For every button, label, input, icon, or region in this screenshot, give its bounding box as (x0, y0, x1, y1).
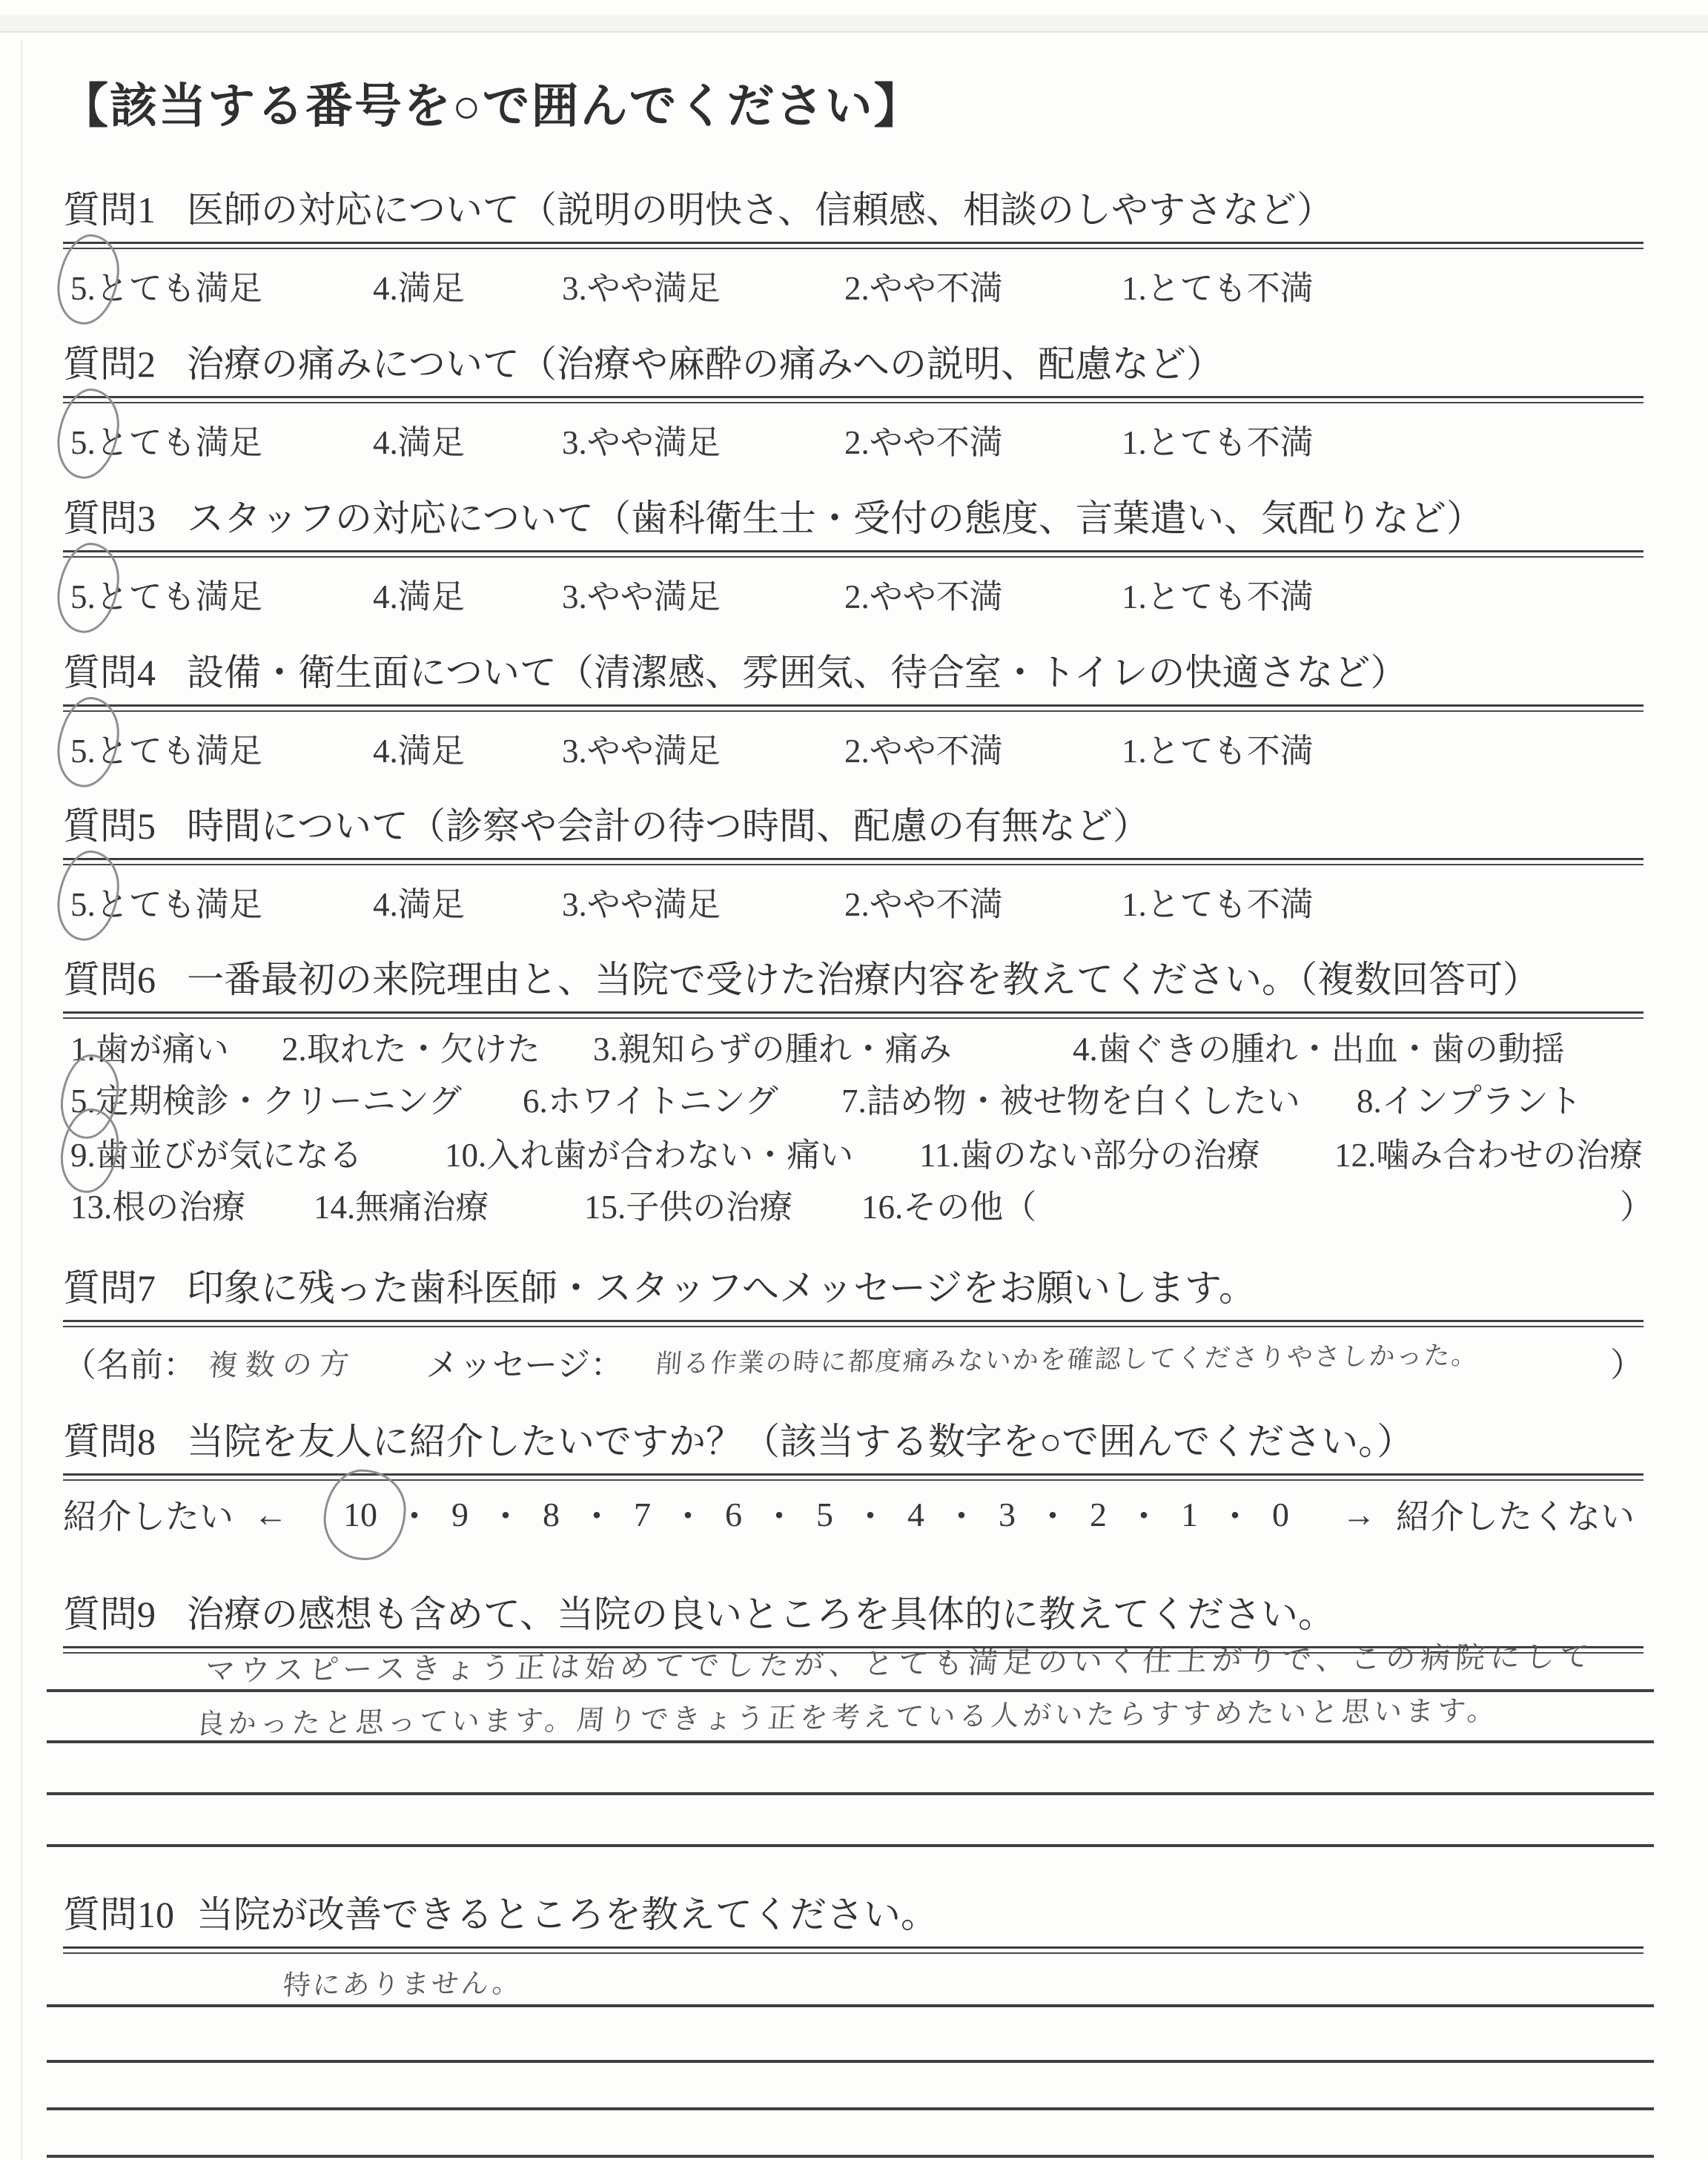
question-6-heading (63, 957, 1644, 1003)
answer-rule-line (47, 1844, 1654, 1847)
scale-number-10: 10 (343, 1495, 377, 1534)
q6-option-5: 5.定期検診・クリーニング (70, 1074, 462, 1122)
q6-option-10: 10.入れ歯が合わない・痛い (445, 1137, 854, 1174)
option-4-satisfied: 4.満足 (373, 886, 465, 923)
question-6-number: 質問6 (63, 959, 156, 1000)
question-5 (63, 803, 1644, 923)
option-5-very-satisfied: 5.とても満足 (70, 886, 262, 923)
question-3-heading (63, 495, 1644, 541)
question-7-answer-row (63, 1338, 1644, 1386)
scale-dot: ・ (489, 1498, 523, 1536)
heading-underline (63, 858, 1644, 865)
option-4-satisfied: 4.満足 (373, 733, 465, 770)
q10-handwritten-answer: 特にありません。 (282, 1968, 523, 2001)
q6-option-13: 13.根の治療 (70, 1189, 246, 1226)
question-4-number: 質問4 (63, 652, 156, 693)
scale-number-4: 4 (907, 1495, 924, 1533)
option-2-somewhat-dissatisfied: 2.やや不満 (844, 270, 1003, 307)
q6-option-9: 9.歯並びが気になる (70, 1128, 363, 1176)
question-5-number: 質問5 (63, 805, 156, 847)
scale-number-0: 0 (1272, 1495, 1289, 1533)
q6-option-14: 14.無痛治療 (314, 1189, 489, 1226)
q6-option-6: 6.ホワイトニング (523, 1083, 778, 1120)
heading-underline (63, 396, 1644, 403)
question-10 (63, 1892, 1644, 2160)
scale-dot: ・ (671, 1498, 705, 1536)
question-2 (63, 341, 1644, 461)
question-4-heading (63, 650, 1644, 696)
q6-option-12: 12.噛み合わせの治療 (1334, 1137, 1644, 1174)
option-1-very-dissatisfied: 1.とても不満 (1122, 424, 1314, 461)
question-9-number: 質問9 (63, 1593, 156, 1635)
question-8-scale-row (63, 1490, 1644, 1539)
heading-underline (63, 550, 1644, 558)
answer-rule-line (47, 2107, 1654, 2110)
option-2-somewhat-dissatisfied: 2.やや不満 (844, 886, 1003, 923)
scale-dot: ・ (580, 1498, 614, 1536)
option-3-somewhat-satisfied: 3.やや満足 (562, 886, 721, 923)
question-3-title: スタッフの対応について（歯科衛生士・受付の態度、言葉遣い、気配りなど） (187, 498, 1483, 539)
scale-dot: ・ (1036, 1498, 1070, 1536)
q7-message-label: メッセージ： (426, 1347, 624, 1384)
q6-option-15: 15.子供の治療 (584, 1189, 793, 1226)
scale-dot: ・ (762, 1498, 796, 1536)
question-9-title: 治療の感想も含めて、当院の良いところを具体的に教えてください。 (187, 1593, 1335, 1635)
answer-rule-line (47, 1689, 1654, 1692)
question-3-number: 質問3 (63, 498, 156, 539)
scale-number-9: 9 (451, 1495, 469, 1533)
question-9 (63, 1591, 1644, 1858)
option-1-very-dissatisfied: 1.とても不満 (1122, 578, 1314, 615)
question-10-title: 当院が改善できるところを教えてください。 (196, 1894, 938, 1935)
question-10-heading (63, 1892, 1644, 1938)
question-7-heading (63, 1265, 1644, 1311)
question-6-options-row-4 (63, 1180, 1654, 1226)
question-4-options-row (63, 719, 1644, 770)
option-2-somewhat-dissatisfied: 2.やや不満 (844, 733, 1003, 770)
question-10-number: 質問10 (63, 1894, 174, 1935)
answer-rule-line (47, 2060, 1654, 2063)
question-8-heading (63, 1418, 1644, 1464)
question-3 (63, 495, 1644, 615)
q6-option-11: 11.歯のない部分の治療 (919, 1137, 1260, 1174)
scale-dot: ・ (1218, 1498, 1252, 1536)
question-6-options-row-2 (63, 1074, 1644, 1120)
scale-dot: ・ (397, 1498, 431, 1536)
option-5-very-satisfied: 5.とても満足 (70, 270, 262, 307)
option-5-very-satisfied: 5.とても満足 (70, 578, 262, 615)
option-2-somewhat-dissatisfied: 2.やや不満 (844, 578, 1003, 615)
option-4-satisfied: 4.満足 (373, 424, 465, 461)
q7-close-paren: ） (1609, 1347, 1644, 1384)
heading-underline (63, 242, 1644, 249)
question-1-title: 医師の対応について（説明の明快さ、信頼感、相談のしやすさなど） (187, 189, 1334, 231)
option-3-somewhat-satisfied: 3.やや満足 (562, 733, 721, 770)
question-2-options-row (63, 411, 1644, 461)
handdrawn-circle-q8-10 (321, 1467, 408, 1562)
option-3-somewhat-satisfied: 3.やや満足 (562, 270, 721, 307)
question-3-options-row (63, 565, 1644, 615)
heading-underline (63, 1946, 1644, 1954)
question-7-number: 質問7 (63, 1267, 156, 1309)
q9-handwritten-line-2: 良かったと思っています。周りできょう正を考えている人がいたらすすめたいと思います。 (195, 1695, 1500, 1740)
scale-number-2: 2 (1090, 1495, 1107, 1533)
answer-rule-line (47, 1740, 1654, 1743)
q7-message-handwritten-value: 削る作業の時に都度痛みないかを確認してくださりやさしかった。 (655, 1341, 1480, 1378)
question-4 (63, 650, 1644, 770)
heading-underline (63, 704, 1644, 712)
q6-option-8: 8.インプラント (1357, 1083, 1582, 1120)
question-8 (63, 1418, 1644, 1539)
option-3-somewhat-satisfied: 3.やや満足 (562, 424, 721, 461)
question-4-title: 設備・衛生面について（清潔感、雰囲気、待合室・トイレの快適さなど） (187, 652, 1408, 693)
question-8-number: 質問8 (63, 1421, 156, 1462)
answer-rule-line (47, 2155, 1654, 2158)
q6-other-close-paren: ） (1620, 1189, 1654, 1226)
scale-number-6: 6 (725, 1495, 742, 1533)
question-1 (63, 187, 1644, 307)
q6-option-2: 2.取れた・欠けた (282, 1031, 540, 1068)
option-2-somewhat-dissatisfied: 2.やや不満 (844, 424, 1003, 461)
heading-underline (63, 1473, 1644, 1481)
q6-option-3: 3.親知らずの腫れ・痛み (593, 1031, 952, 1068)
q6-option-1: 1.歯が痛い (70, 1031, 229, 1068)
option-4-satisfied: 4.満足 (373, 270, 465, 307)
scale-dot: ・ (853, 1498, 887, 1536)
question-6-options-row-1 (63, 1022, 1644, 1068)
option-1-very-dissatisfied: 1.とても不満 (1122, 733, 1314, 770)
answer-rule-line (47, 2004, 1654, 2007)
left-arrow-icon: ← (254, 1495, 288, 1533)
q9-handwritten-line-1: マウスピースきょう正は始めてでしたが、とても満足のいく仕上がりで、この病院にして (204, 1639, 1597, 1688)
right-arrow-icon: → (1342, 1495, 1376, 1533)
q7-name-label: （名前： (63, 1347, 197, 1384)
question-6-options-row-3 (63, 1128, 1644, 1174)
q8-left-label: 紹介したい (63, 1498, 234, 1536)
question-5-options-row (63, 873, 1644, 923)
q6-option-16-other: 16.その他（ (861, 1189, 1037, 1226)
scale-dot: ・ (1127, 1498, 1161, 1536)
scale-number-1: 1 (1181, 1495, 1198, 1533)
question-6-title: 一番最初の来院理由と、当院で受けた治療内容を教えてください。（複数回答可） (187, 959, 1540, 1000)
question-1-heading (63, 187, 1644, 233)
question-9-heading (63, 1591, 1644, 1637)
option-3-somewhat-satisfied: 3.やや満足 (562, 578, 721, 615)
question-1-number: 質問1 (63, 189, 156, 231)
answer-rule-line (47, 1792, 1654, 1795)
scale-number-5: 5 (816, 1495, 833, 1533)
question-1-options-row (63, 257, 1644, 307)
scale-number-8: 8 (543, 1495, 560, 1533)
heading-underline (63, 1320, 1644, 1327)
option-1-very-dissatisfied: 1.とても不満 (1122, 886, 1314, 923)
question-6 (63, 957, 1654, 1238)
scale-number-3: 3 (999, 1495, 1016, 1533)
option-1-very-dissatisfied: 1.とても不満 (1122, 270, 1314, 307)
page-title: 【該当する番号を○で囲んでください】 (61, 80, 923, 133)
option-5-very-satisfied: 5.とても満足 (70, 733, 262, 770)
heading-underline (63, 1011, 1644, 1019)
q7-name-handwritten-value: 複数の方 (207, 1347, 358, 1382)
q8-right-label: 紹介したくない (1396, 1498, 1635, 1536)
scale-number-7: 7 (634, 1495, 651, 1533)
question-2-number: 質問2 (63, 343, 156, 385)
scale-dot: ・ (944, 1498, 979, 1536)
question-2-title: 治療の痛みについて（治療や麻酔の痛みへの説明、配慮など） (187, 343, 1223, 385)
option-5-very-satisfied: 5.とても満足 (70, 424, 262, 461)
question-7 (63, 1265, 1644, 1386)
question-5-title: 時間について（診察や会計の待つ時間、配慮の有無など） (187, 805, 1150, 847)
q6-option-4: 4.歯ぐきの腫れ・出血・歯の動揺 (1073, 1031, 1565, 1068)
scan-edge-artifact-left (21, 41, 22, 2160)
question-5-heading (63, 803, 1644, 849)
question-2-heading (63, 341, 1644, 387)
question-8-title: 当院を友人に紹介したいですか？（該当する数字を○で囲んでください。） (187, 1421, 1414, 1462)
option-4-satisfied: 4.満足 (373, 578, 465, 615)
scan-edge-artifact-top (0, 15, 1708, 33)
question-7-title: 印象に残った歯科医師・スタッフへメッセージをお願いします。 (187, 1267, 1256, 1309)
q6-option-7: 7.詰め物・被せ物を白くしたい (841, 1083, 1300, 1120)
